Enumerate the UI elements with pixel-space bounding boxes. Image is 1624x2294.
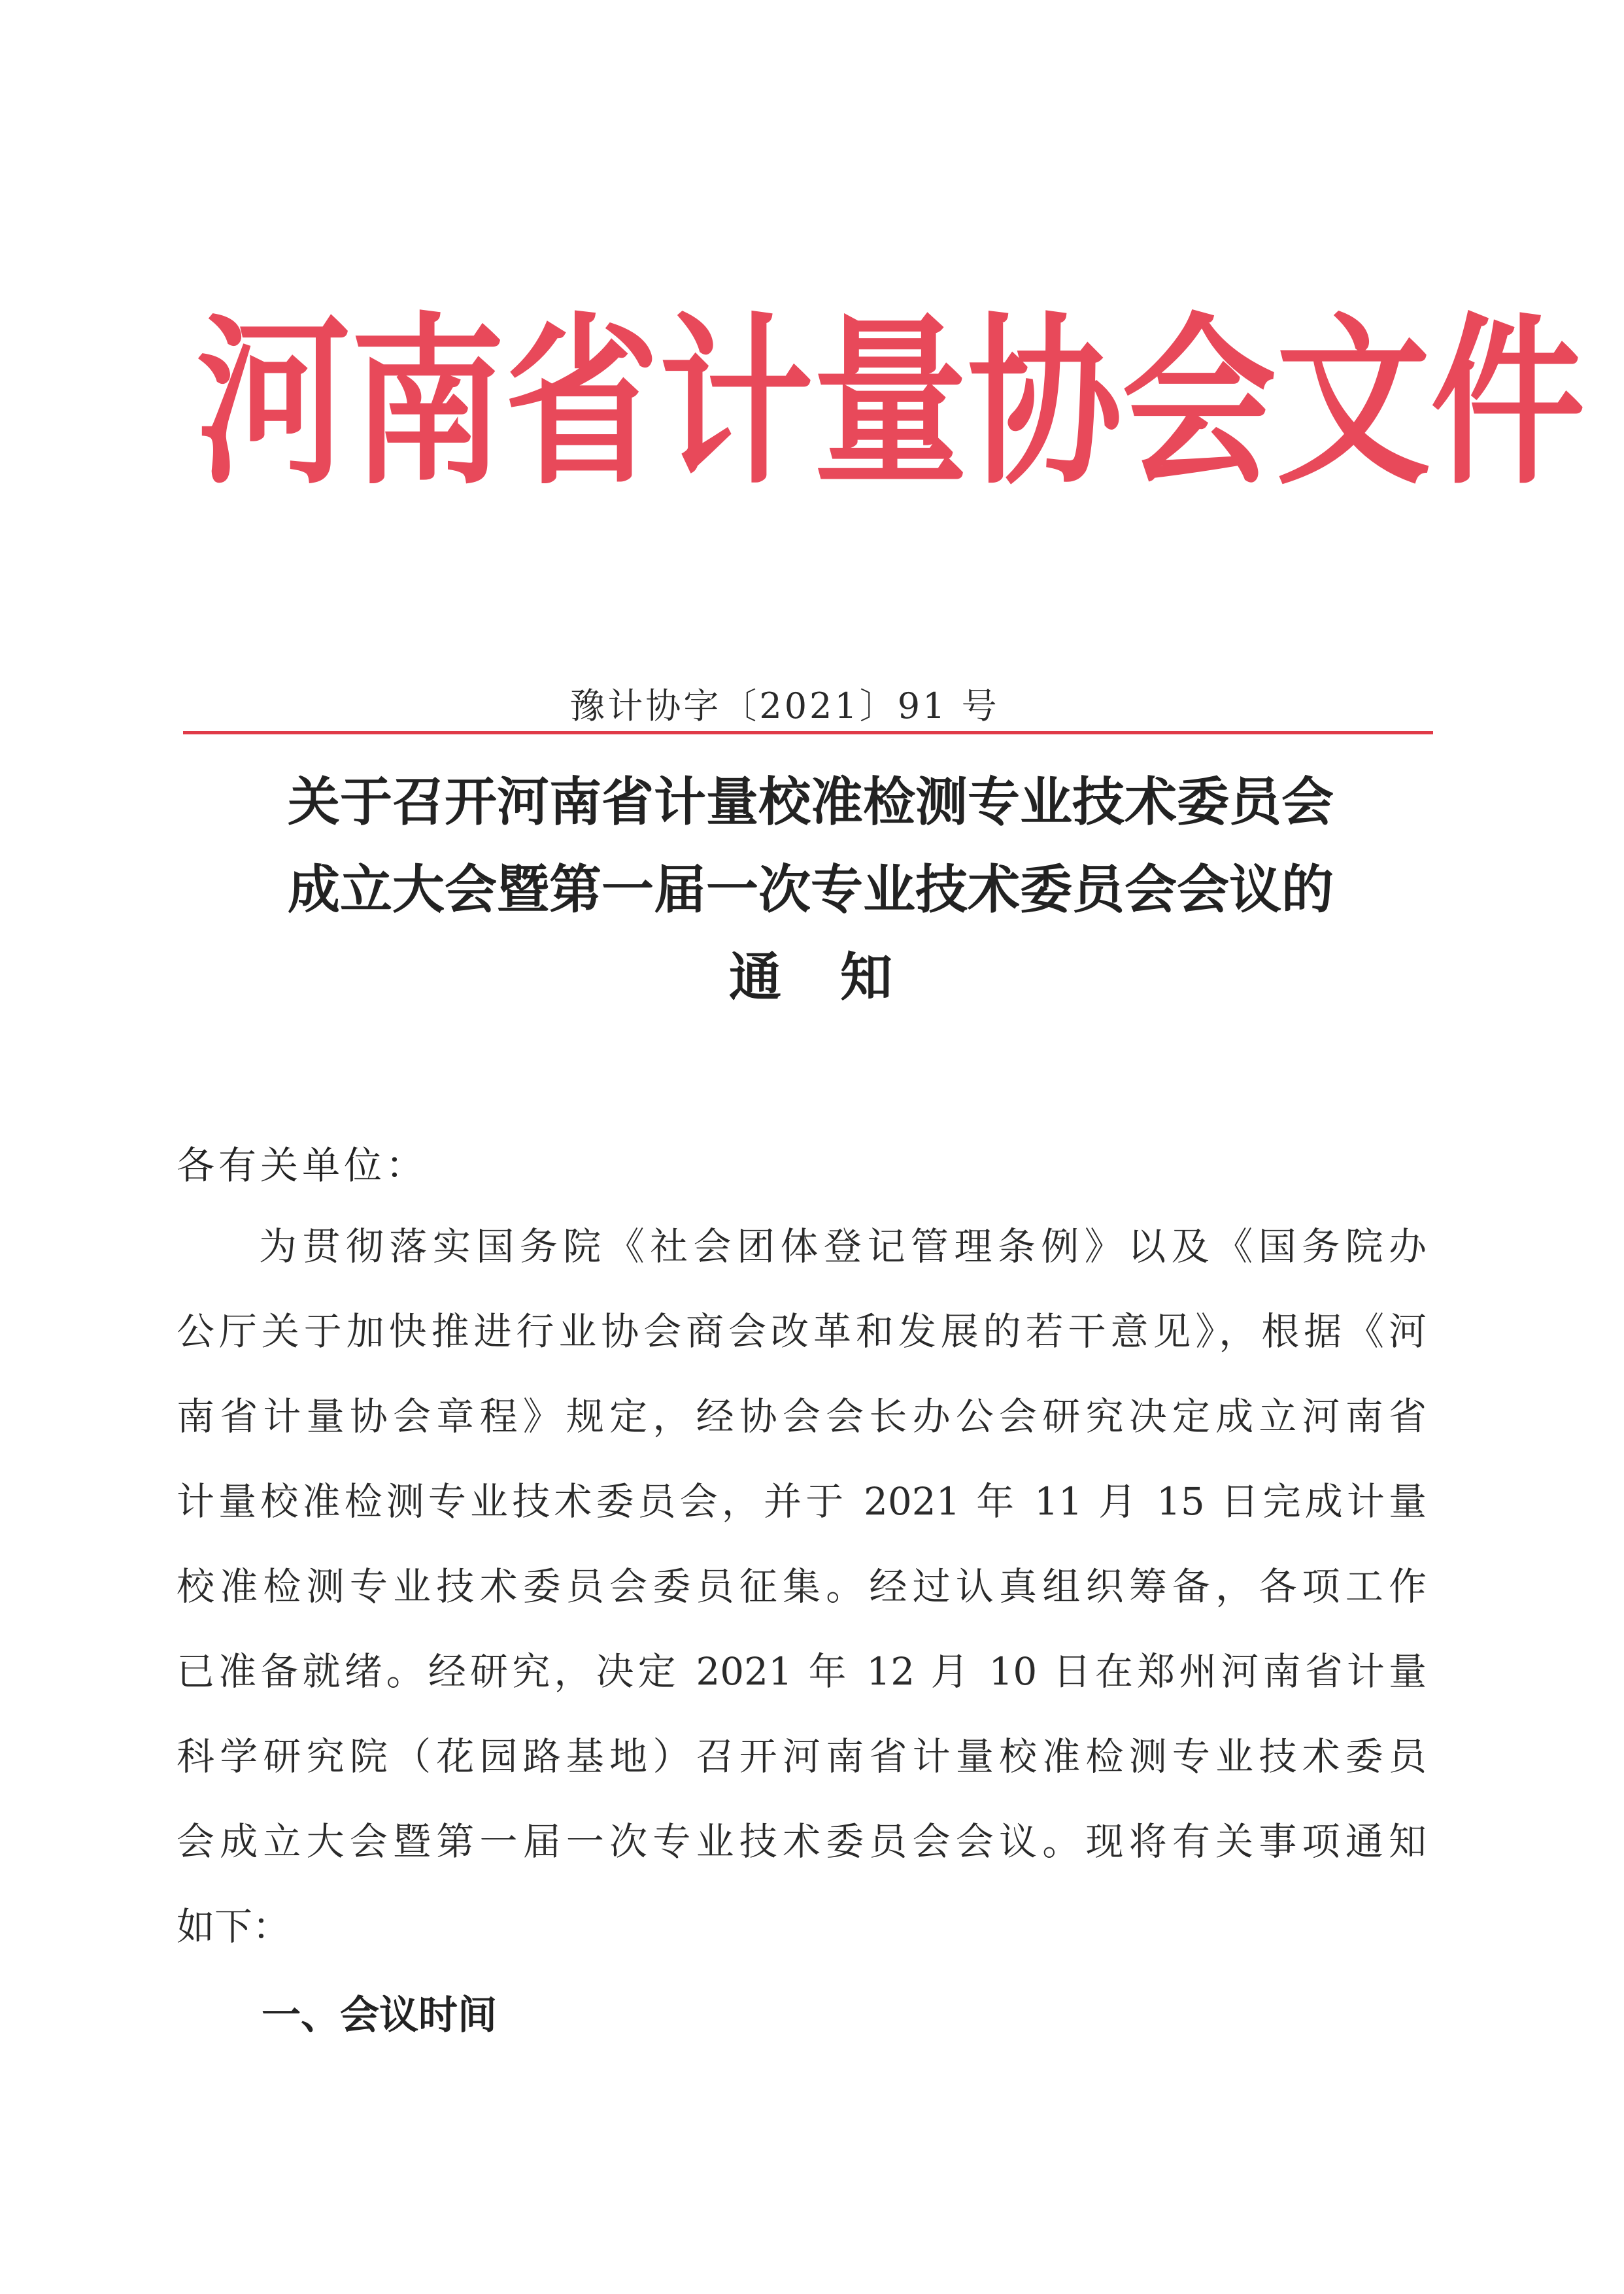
body-line-7: 科学研究院（花园路基地）召开河南省计量校准检测专业技术委员 — [177, 1734, 1427, 1779]
body-line-4: 计量校准检测专业技术委员会，并于 2021 年 11 月 15 日完成计量 — [177, 1479, 1427, 1524]
body-line-1: 为贯彻落实国务院《社会团体登记管理条例》以及《国务院办 — [259, 1224, 1427, 1269]
document-number: 豫计协字〔2021〕91 号 — [569, 685, 1000, 727]
body-line-9: 如下： — [177, 1904, 291, 1949]
body-line-6: 已准备就绪。经研究，决定 2021 年 12 月 10 日在郑州河南省计量 — [177, 1649, 1427, 1694]
body-line-5: 校准检测专业技术委员会委员征集。经过认真组织筹备，各项工作 — [177, 1564, 1427, 1609]
notice-title-line-2: 成立大会暨第一届一次专业技术委员会会议的 — [288, 859, 1334, 920]
issuer-header-title: 河南省计量协会文件 — [196, 297, 1585, 509]
body-line-3: 南省计量协会章程》规定，经协会会长办公会研究决定成立河南省 — [177, 1394, 1427, 1439]
section-heading-meeting-time: 一、会议时间 — [262, 1993, 497, 2038]
body-line-2: 公厅关于加快推进行业协会商会改革和发展的若干意见》，根据《河 — [177, 1309, 1427, 1354]
salutation: 各有关单位： — [177, 1143, 428, 1188]
notice-title-line-1: 关于召开河南省计量校准检测专业技术委员会 — [288, 772, 1334, 832]
red-divider-line — [183, 731, 1433, 734]
body-line-8: 会成立大会暨第一届一次专业技术委员会会议。现将有关事项通知 — [177, 1819, 1427, 1864]
notice-title-line-3: 通知 — [729, 947, 951, 1008]
